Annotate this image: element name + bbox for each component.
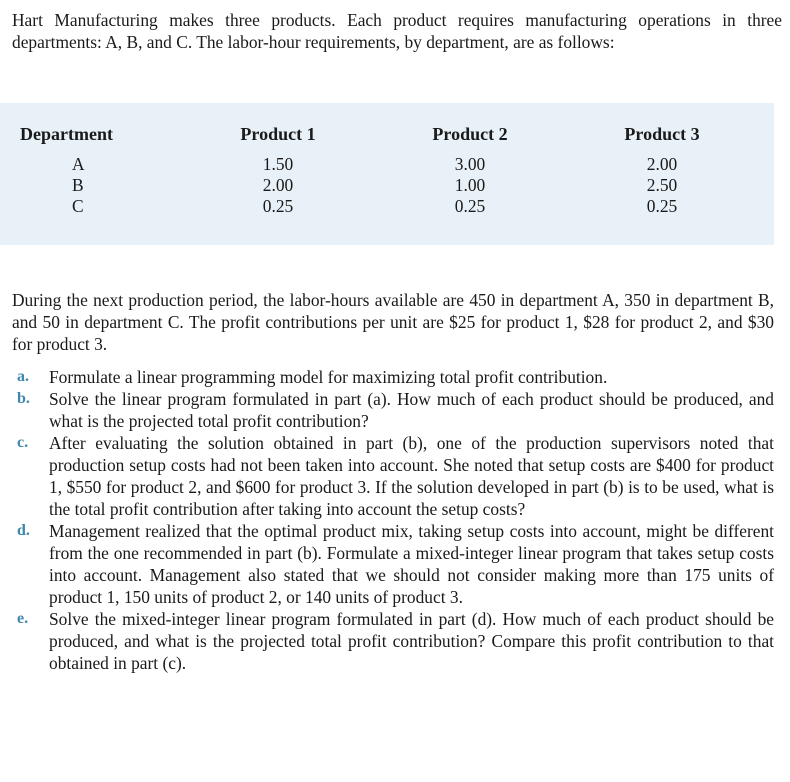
part-text: Management realized that the optimal product mix, taking setup costs into account, might be different from the one recommended in part (b). Formulate a mixed-integer linear program that takes setup costs into account. Management also stated that we should not consider making more than 175 units of product 1, 150 units of product 2, or 140 units of product 3.: [49, 521, 774, 607]
product-3-header: Product 3: [624, 124, 700, 144]
question-part-d: [12, 520, 774, 608]
table-cell: 3.00: [454, 154, 486, 174]
table-cell: 0.25: [454, 196, 486, 216]
table-cell: 0.25: [262, 196, 294, 216]
department-column: [20, 123, 130, 217]
product-2-header: Product 2: [432, 124, 508, 144]
product-1-header: Product 1: [240, 124, 316, 144]
part-letter: b.: [17, 390, 30, 407]
product-2-column: [410, 123, 530, 217]
table-cell: 1.50: [262, 154, 294, 174]
question-part-b: [12, 388, 774, 432]
part-text: Solve the linear program formulated in part (a). How much of each product should be produced, and what is the projected total profit contribution?: [49, 389, 774, 431]
question-parts-list: [12, 366, 774, 674]
part-letter: a.: [17, 368, 29, 385]
table-cell: 1.00: [454, 175, 486, 195]
problem-paragraph: During the next production period, the labor-hours available are 450 in department A, 350 in department B, and 50 in department C. The profit contributions per unit are $25 for product 1, $28 for product 2, and $30 for product 3.: [12, 290, 774, 354]
part-letter: e.: [17, 610, 29, 627]
part-text: After evaluating the solution obtained in part (b), one of the production supervisors noted that production setup costs had not been taken into account. She noted that setup costs are $400 for product 1, $550 for product 2, and $600 for product 3. If the solution developed in part (b) is to be used, what is the total profit contribution after taking into account the setup costs?: [49, 433, 774, 519]
part-text: Formulate a linear programming model for maximizing total profit contribution.: [49, 367, 608, 387]
department-cell: B: [72, 175, 84, 195]
question-part-c: [12, 432, 774, 520]
department-cell: C: [72, 196, 84, 216]
labor-hours-table: [0, 103, 774, 245]
table-cell: 2.50: [646, 175, 678, 195]
table-cell: 2.00: [646, 154, 678, 174]
product-3-column: [602, 123, 722, 217]
department-header: Department: [20, 124, 113, 144]
department-cell: A: [72, 154, 85, 174]
intro-paragraph: Hart Manufacturing makes three products. Each product requires manufacturing operations in three departments: A, B, and C. The labor-hour requirements, by department, are as follows:: [12, 10, 782, 52]
part-letter: d.: [17, 522, 30, 539]
table-cell: 0.25: [646, 196, 678, 216]
product-1-column: [218, 123, 338, 217]
question-part-e: [12, 608, 774, 674]
part-letter: c.: [17, 434, 29, 451]
table-cell: 2.00: [262, 175, 294, 195]
question-part-a: [12, 366, 774, 388]
part-text: Solve the mixed-integer linear program formulated in part (d). How much of each product should be produced, and what is the projected total profit contribution? Compare this profit contribution to that obtained in part (c).: [49, 609, 774, 673]
